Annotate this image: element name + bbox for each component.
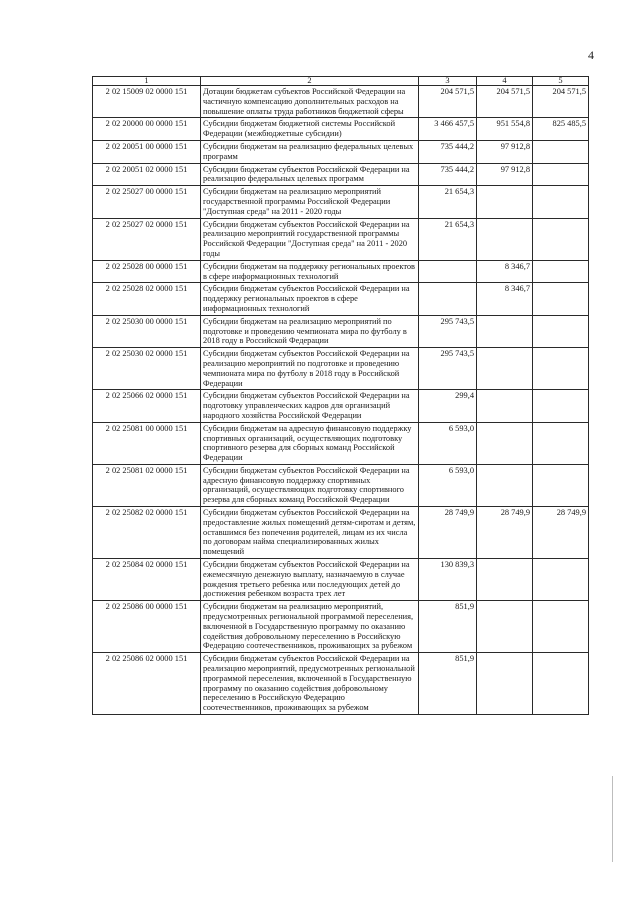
amount-col3-cell: 6 593,0 (419, 464, 477, 506)
income-name-cell: Субсидии бюджетам на реализацию федеральных целевых программ (201, 140, 419, 163)
amount-col4-cell: 951 554,8 (477, 118, 533, 141)
amount-col4-cell (477, 653, 533, 715)
amount-col3-cell: 295 743,5 (419, 315, 477, 347)
table-row (93, 464, 589, 506)
amount-col5-cell (533, 390, 589, 422)
amount-col5-cell: 204 571,5 (533, 86, 589, 118)
amount-col5-cell (533, 283, 589, 315)
amount-col4-cell: 28 749,9 (477, 507, 533, 559)
amount-col4-cell (477, 464, 533, 506)
amount-col5-cell (533, 653, 589, 715)
income-name-cell: Дотации бюджетам субъектов Российской Федерации на частичную компенсацию дополнительных расходов на повышение оплаты труда работников бюджетной сферы (201, 86, 419, 118)
income-name-cell: Субсидии бюджетам субъектов Российской Федерации на адресную финансовую поддержку спортивных организаций, осуществляющих подготовку спортивного резерва для сборных команд Российской Федерации (201, 464, 419, 506)
budget-code-cell: 2 02 25027 02 0000 151 (93, 218, 201, 260)
amount-col5-cell (533, 218, 589, 260)
amount-col5-cell (533, 140, 589, 163)
amount-col3-cell: 6 593,0 (419, 422, 477, 464)
amount-col3-cell: 130 839,3 (419, 559, 477, 601)
page-number: 4 (588, 48, 594, 62)
amount-col3-cell (419, 283, 477, 315)
scan-edge-mark (612, 776, 613, 862)
income-name-cell: Субсидии бюджетам субъектов Российской Федерации на ежемесячную денежную выплату, назначаемую в случае рождения третьего ребенка или последующих детей до достижения ребенком возраста трех лет (201, 559, 419, 601)
amount-col4-cell (477, 218, 533, 260)
amount-col5-cell (533, 260, 589, 283)
budget-code-cell: 2 02 25028 02 0000 151 (93, 283, 201, 315)
budget-code-cell: 2 02 25030 02 0000 151 (93, 348, 201, 390)
amount-col5-cell (533, 422, 589, 464)
amount-col3-cell: 851,9 (419, 653, 477, 715)
column-header-5: 5 (533, 77, 589, 86)
amount-col3-cell: 21 654,3 (419, 186, 477, 218)
table-row (93, 507, 589, 559)
income-name-cell: Субсидии бюджетам субъектов Российской Федерации на реализацию федеральных целевых программ (201, 163, 419, 186)
income-name-cell: Субсидии бюджетам субъектов Российской Федерации на реализацию мероприятий, предусмотренных региональной программой переселения, включенной в Государственную программу по оказанию содействия добровольному переселению в Российскую Федерацию соотечественников, проживающих за рубежом (201, 653, 419, 715)
amount-col5-cell (533, 464, 589, 506)
table-row (93, 348, 589, 390)
budget-table (92, 76, 589, 715)
column-header-3: 3 (419, 77, 477, 86)
table-row (93, 653, 589, 715)
amount-col3-cell: 299,4 (419, 390, 477, 422)
table-row (93, 315, 589, 347)
amount-col4-cell: 8 346,7 (477, 260, 533, 283)
budget-code-cell: 2 02 25028 00 0000 151 (93, 260, 201, 283)
amount-col4-cell: 204 571,5 (477, 86, 533, 118)
table-row (93, 186, 589, 218)
budget-code-cell: 2 02 25066 02 0000 151 (93, 390, 201, 422)
budget-code-cell: 2 02 25081 02 0000 151 (93, 464, 201, 506)
table-row (93, 218, 589, 260)
income-name-cell: Субсидии бюджетам субъектов Российской Федерации на реализацию мероприятий государственной программы Российской Федерации "Доступная среда" на 2011 - 2020 годы (201, 218, 419, 260)
table-row (93, 283, 589, 315)
budget-code-cell: 2 02 25086 02 0000 151 (93, 653, 201, 715)
budget-code-cell: 2 02 25027 00 0000 151 (93, 186, 201, 218)
amount-col3-cell: 3 466 457,5 (419, 118, 477, 141)
amount-col3-cell (419, 260, 477, 283)
income-name-cell: Субсидии бюджетам на поддержку региональных проектов в сфере информационных технологий (201, 260, 419, 283)
amount-col5-cell (533, 186, 589, 218)
income-name-cell: Субсидии бюджетам бюджетной системы Российской Федерации (межбюджетные субсидии) (201, 118, 419, 141)
table-row (93, 86, 589, 118)
budget-code-cell: 2 02 25081 00 0000 151 (93, 422, 201, 464)
amount-col4-cell: 97 912,8 (477, 163, 533, 186)
table-row (93, 260, 589, 283)
income-name-cell: Субсидии бюджетам на реализацию мероприятий, предусмотренных региональной программой переселения, включенной в Государственную программу по оказанию содействия добровольному переселению в Российскую Федерацию соотечественников, проживающих за рубежом (201, 601, 419, 653)
amount-col4-cell (477, 601, 533, 653)
table-row (93, 118, 589, 141)
column-header-1: 1 (93, 77, 201, 86)
budget-code-cell: 2 02 25082 02 0000 151 (93, 507, 201, 559)
amount-col5-cell (533, 315, 589, 347)
budget-code-cell: 2 02 20051 00 0000 151 (93, 140, 201, 163)
income-name-cell: Субсидии бюджетам субъектов Российской Федерации на предоставление жилых помещений детям-сиротам и детям, оставшимся без попечения родителей, лицам из их числа по договорам найма специализированных жилых помещений (201, 507, 419, 559)
budget-code-cell: 2 02 25086 00 0000 151 (93, 601, 201, 653)
budget-code-cell: 2 02 20000 00 0000 151 (93, 118, 201, 141)
amount-col4-cell: 97 912,8 (477, 140, 533, 163)
amount-col3-cell: 204 571,5 (419, 86, 477, 118)
income-name-cell: Субсидии бюджетам на адресную финансовую поддержку спортивных организаций, осуществляющих подготовку спортивного резерва для сборных команд Российской Федерации (201, 422, 419, 464)
amount-col3-cell: 21 654,3 (419, 218, 477, 260)
amount-col3-cell: 28 749,9 (419, 507, 477, 559)
amount-col4-cell (477, 348, 533, 390)
amount-col5-cell (533, 348, 589, 390)
income-name-cell: Субсидии бюджетам на реализацию мероприятий по подготовке и проведению чемпионата мира по футболу в 2018 году в Российской Федерации (201, 315, 419, 347)
budget-code-cell: 2 02 25084 02 0000 151 (93, 559, 201, 601)
amount-col4-cell (477, 390, 533, 422)
table-row (93, 601, 589, 653)
table-row (93, 390, 589, 422)
amount-col3-cell: 735 444,2 (419, 163, 477, 186)
table-row (93, 559, 589, 601)
amount-col5-cell (533, 601, 589, 653)
amount-col4-cell (477, 315, 533, 347)
amount-col5-cell (533, 163, 589, 186)
table-row (93, 422, 589, 464)
amount-col5-cell (533, 559, 589, 601)
budget-code-cell: 2 02 20051 02 0000 151 (93, 163, 201, 186)
amount-col4-cell: 8 346,7 (477, 283, 533, 315)
budget-code-cell: 2 02 25030 00 0000 151 (93, 315, 201, 347)
budget-code-cell: 2 02 15009 02 0000 151 (93, 86, 201, 118)
amount-col4-cell (477, 186, 533, 218)
income-name-cell: Субсидии бюджетам на реализацию мероприятий государственной программы Российской Федерации "Доступная среда" на 2011 - 2020 годы (201, 186, 419, 218)
amount-col4-cell (477, 559, 533, 601)
table-header-row (93, 77, 589, 86)
amount-col3-cell: 295 743,5 (419, 348, 477, 390)
amount-col4-cell (477, 422, 533, 464)
column-header-2: 2 (201, 77, 419, 86)
amount-col3-cell: 851,9 (419, 601, 477, 653)
column-header-4: 4 (477, 77, 533, 86)
amount-col3-cell: 735 444,2 (419, 140, 477, 163)
table-row (93, 163, 589, 186)
amount-col5-cell: 825 485,5 (533, 118, 589, 141)
income-name-cell: Субсидии бюджетам субъектов Российской Федерации на реализацию мероприятий по подготовке и проведению чемпионата мира по футболу в 2018 году в Российской Федерации (201, 348, 419, 390)
income-name-cell: Субсидии бюджетам субъектов Российской Федерации на поддержку региональных проектов в сфере информационных технологий (201, 283, 419, 315)
table-row (93, 140, 589, 163)
income-name-cell: Субсидии бюджетам субъектов Российской Федерации на подготовку управленческих кадров для организаций народного хозяйства Российской Федерации (201, 390, 419, 422)
amount-col5-cell: 28 749,9 (533, 507, 589, 559)
